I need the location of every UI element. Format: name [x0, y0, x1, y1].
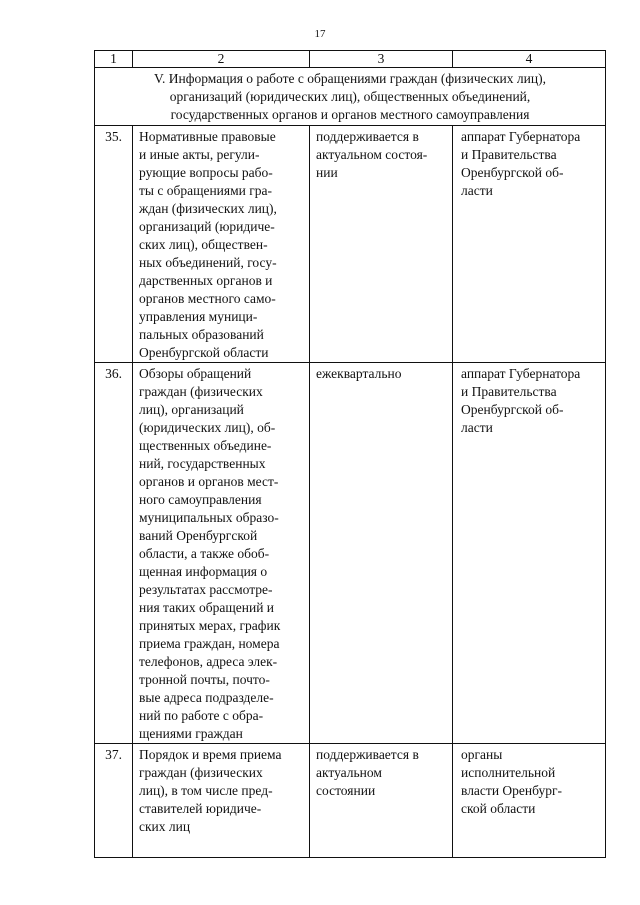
responsible-body: [453, 744, 606, 858]
cell-text-line: ты с обращениями гра-: [139, 183, 273, 198]
cell-text-line: ласти: [461, 420, 493, 435]
cell-text-line: поддерживается в: [316, 129, 419, 144]
cell-text-line: управления муници-: [139, 309, 258, 324]
cell-text-line: организаций (юридиче-: [139, 219, 275, 234]
update-frequency: [310, 363, 453, 744]
cell-text-line: Оренбургской об-: [461, 165, 564, 180]
cell-text-line: приема граждан, номера: [139, 636, 280, 651]
section-title-line: государственных органов и органов местного самоуправления: [170, 107, 530, 122]
responsible-body: [453, 126, 606, 363]
section-title-line: организаций (юридических лиц), общественных объединений,: [169, 89, 531, 104]
column-number: 4: [453, 51, 606, 68]
cell-text-line: и Правительства: [461, 384, 557, 399]
column-number: 2: [133, 51, 310, 68]
cell-text-line: рующие вопросы рабо-: [139, 165, 273, 180]
cell-text-line: принятых мерах, график: [139, 618, 281, 633]
cell-text-line: граждан (физических: [139, 384, 263, 399]
section-row: [95, 68, 606, 126]
cell-text-line: щенная информация о: [139, 564, 268, 579]
cell-text-line: ежеквартально: [316, 366, 402, 381]
column-number: 3: [310, 51, 453, 68]
information-description: [133, 126, 310, 363]
cell-text-line: результатах рассмотре-: [139, 582, 273, 597]
column-number: 1: [95, 51, 133, 68]
table-row: [95, 126, 606, 363]
cell-text-line: муниципальных образо-: [139, 510, 279, 525]
cell-text-line: ждан (физических лиц),: [139, 201, 277, 216]
cell-text-line: (юридических лиц), об-: [139, 420, 276, 435]
cell-text-line: дарственных органов и: [139, 273, 273, 288]
cell-text-line: поддерживается в: [316, 747, 419, 762]
cell-text-line: пальных образований: [139, 327, 264, 342]
cell-text-line: аппарат Губернатора: [461, 366, 581, 381]
column-number-row: [95, 51, 606, 68]
row-number: 35.: [95, 126, 133, 363]
document-table: [94, 50, 606, 858]
cell-text-line: и Правительства: [461, 147, 557, 162]
cell-text-line: и иные акты, регули-: [139, 147, 260, 162]
cell-text-line: органы: [461, 747, 503, 762]
cell-text-line: нии: [316, 165, 338, 180]
update-frequency: [310, 744, 453, 858]
cell-text-line: власти Оренбург-: [461, 783, 563, 798]
cell-text-line: исполнительной: [461, 765, 556, 780]
section-title-line: V. Информация о работе с обращениями граждан (физических лиц),: [154, 71, 546, 86]
cell-text-line: ской области: [461, 801, 536, 816]
cell-text-line: телефонов, адреса элек-: [139, 654, 278, 669]
cell-text-line: лиц), в том числе пред-: [139, 783, 273, 798]
cell-text-line: актуальном состоя-: [316, 147, 428, 162]
cell-text-line: ного самоуправления: [139, 492, 262, 507]
cell-text-line: вые адреса подразделе-: [139, 690, 274, 705]
cell-text-line: органов местного само-: [139, 291, 276, 306]
cell-text-line: Нормативные правовые: [139, 129, 276, 144]
row-number: 36.: [95, 363, 133, 744]
cell-text-line: тронной почты, почто-: [139, 672, 270, 687]
cell-text-line: Обзоры обращений: [139, 366, 252, 381]
table-row: [95, 363, 606, 744]
cell-text-line: ний, государственных: [139, 456, 266, 471]
cell-text-line: аппарат Губернатора: [461, 129, 581, 144]
cell-text-line: Оренбургской об-: [461, 402, 564, 417]
cell-text-line: граждан (физических: [139, 765, 263, 780]
cell-text-line: области, а также обоб-: [139, 546, 270, 561]
cell-text-line: актуальном: [316, 765, 382, 780]
cell-text-line: лиц), организаций: [139, 402, 244, 417]
section-title: [95, 68, 606, 126]
cell-text-line: ласти: [461, 183, 493, 198]
cell-text-line: ваний Оренбургской: [139, 528, 258, 543]
row-number: 37.: [95, 744, 133, 858]
update-frequency: [310, 126, 453, 363]
cell-text-line: ставителей юридиче-: [139, 801, 262, 816]
information-description: [133, 744, 310, 858]
table-row: [95, 744, 606, 858]
cell-text-line: щениями граждан: [139, 726, 243, 741]
cell-text-line: Оренбургской области: [139, 345, 269, 360]
information-description: [133, 363, 310, 744]
cell-text-line: ния таких обращений и: [139, 600, 275, 615]
cell-text-line: Порядок и время приема: [139, 747, 282, 762]
cell-text-line: щественных объедине-: [139, 438, 272, 453]
cell-text-line: ных объединений, госу-: [139, 255, 277, 270]
responsible-body: [453, 363, 606, 744]
cell-text-line: состоянии: [316, 783, 376, 798]
cell-text-line: ских лиц: [139, 819, 191, 834]
cell-text-line: ских лиц), обществен-: [139, 237, 268, 252]
cell-text-line: ний по работе с обра-: [139, 708, 264, 723]
cell-text-line: органов и органов мест-: [139, 474, 279, 489]
page-number: 17: [314, 28, 326, 40]
